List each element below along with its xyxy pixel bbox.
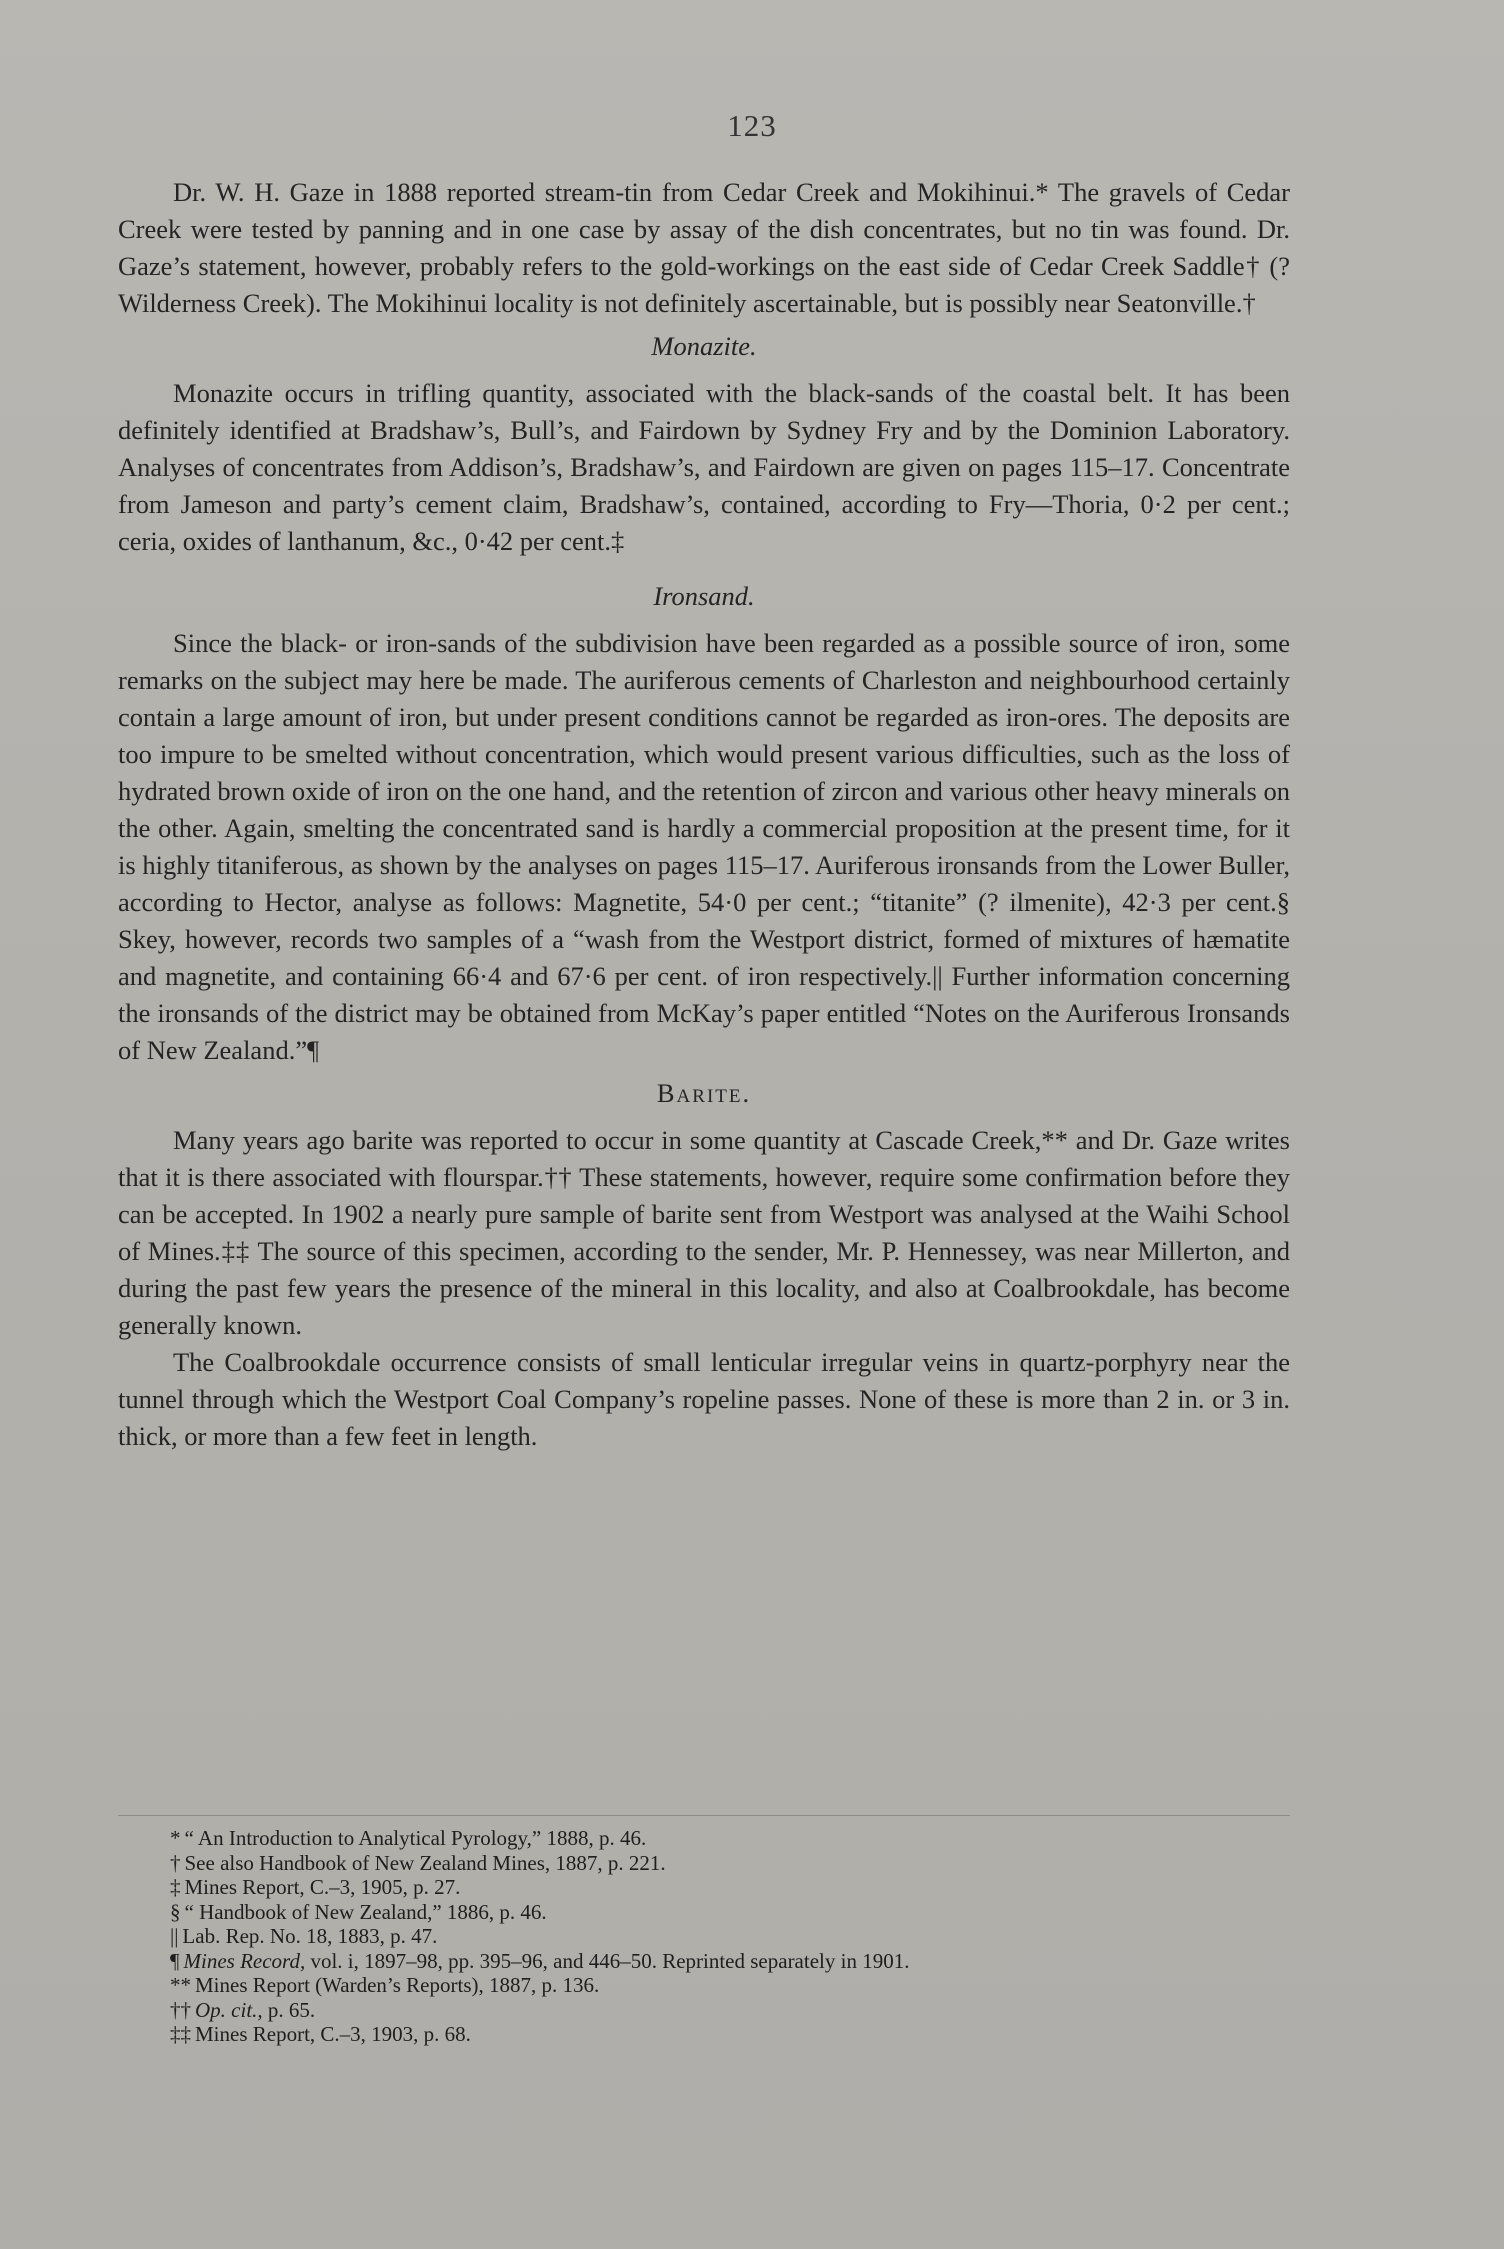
footnote-title-italic: Mines Record,	[183, 1948, 306, 1973]
footnote-mark: ¶	[170, 1948, 180, 1973]
footnote	[170, 1949, 1290, 1974]
footnote	[170, 1875, 1290, 1900]
footnote	[170, 2022, 1290, 2047]
paragraph: Many years ago barite was reported to occur in some quantity at Cascade Creek,** and Dr. Gaze writes that it is there associated with flourspar.†† These statements, however, require some confirmation before they can be accepted. In 1902 a nearly pure sample of barite sent from Westport was analysed at the Waihi School of Mines.‡‡ The source of this specimen, according to the sender, Mr. P. Hennessey, was near Millerton, and during the past few years the presence of the mineral in this locality, and also at Coalbrookdale, has become generally known.	[118, 1125, 1290, 1340]
paragraph: The Coalbrookdale occurrence consists of small lenticular irregular veins in quartz-porphyry near the tunnel through which the Westport Coal Company’s ropeline passes. None of these is more than 2 in. or 3 in. thick, or more than a few feet in length.	[118, 1347, 1290, 1451]
footnote-text: “ Handbook of New Zealand,” 1886, p. 46.	[184, 1899, 547, 1924]
footnote-text: p. 65.	[262, 1997, 316, 2022]
footnote	[170, 1998, 1290, 2023]
footnote-text: Mines Report, C.–3, 1905, p. 27.	[184, 1875, 461, 1899]
footnote-mark: ‡‡	[170, 2022, 191, 2046]
section-heading: Barite.	[656, 1078, 752, 1108]
footnote-mark: *	[170, 1826, 181, 1850]
footnote-title-italic: Op. cit.,	[195, 1997, 263, 2022]
section-heading: Ironsand.	[653, 581, 755, 611]
footnotes-section	[118, 1815, 1290, 2047]
page-number: 123	[727, 108, 777, 143]
footnote-mark: ††	[170, 1997, 191, 2022]
footnote	[170, 1973, 1290, 1998]
footnote	[170, 1900, 1290, 1925]
footnote-divider	[118, 1815, 1290, 1816]
footnote-text: Mines Report (Warden’s Reports), 1887, p. 136.	[195, 1973, 600, 1997]
footnote-text: vol. i, 1897–98, pp. 395–96, and 446–50. Reprinted separately in 1901.	[305, 1948, 910, 1973]
footnote-mark: ‡	[170, 1875, 181, 1899]
footnote-mark: §	[170, 1899, 181, 1924]
footnote-mark: †	[170, 1850, 181, 1875]
paragraph: Monazite occurs in trifling quantity, associated with the black-sands of the coastal belt. It has been definitely identified at Bradshaw’s, Bull’s, and Fairdown by Sydney Fry and by the Dominion Laboratory. Analyses of concentrates from Addison’s, Bradshaw’s, and Fairdown are given on pages 115–17. Concentrate from Jameson and party’s cement claim, Bradshaw’s, contained, according to Fry—Thoria, 0·2 per cent.; ceria, oxides of lanthanum, &c., 0·42 per cent.‡	[118, 378, 1290, 556]
section-ironsand	[118, 578, 1290, 1069]
footnote-text: Mines Report, C.–3, 1903, p. 68.	[195, 2022, 471, 2046]
footnote	[170, 1851, 1290, 1876]
body-text	[118, 174, 1290, 1455]
footnote	[170, 1826, 1290, 1851]
section-stream-tin	[118, 174, 1290, 322]
footnote-text: See also Handbook of New Zealand Mines, 1887, p. 221.	[184, 1850, 666, 1875]
section-barite	[118, 1075, 1290, 1455]
paragraph: Dr. W. H. Gaze in 1888 reported stream-tin from Cedar Creek and Mokihinui.* The gravels of Cedar Creek were tested by panning and in one case by assay of the dish concentrates, but no tin was found. Dr. Gaze’s statement, however, probably refers to the gold-workings on the east side of Cedar Creek Saddle† (? Wilderness Creek). The Mokihinui locality is not definitely ascertainable, but is possibly near Seatonville.†	[118, 177, 1290, 318]
footnotes-list	[118, 1826, 1290, 2047]
section-heading: Monazite.	[651, 331, 757, 361]
footnote-text: “ An Introduction to Analytical Pyrology,” 1888, p. 46.	[184, 1826, 647, 1850]
footnote-mark: ||	[170, 1924, 179, 1948]
footnote-mark: **	[170, 1973, 191, 1997]
paragraph: Since the black- or iron-sands of the subdivision have been regarded as a possible source of iron, some remarks on the subject may here be made. The auriferous cements of Charleston and neighbourhood certainly contain a large amount of iron, but under present conditions cannot be regarded as iron-ores. The deposits are too impure to be smelted without concentration, which would present various difficulties, such as the loss of hydrated brown oxide of iron on the one hand, and the retention of zircon and various other heavy minerals on the other. Again, smelting the concentrated sand is hardly a commercial proposition at the present time, for it is highly titaniferous, as shown by the analyses on pages 115–17. Auriferous ironsands from the Lower Buller, according to Hector, analyse as follows: Magnetite, 54·0 per cent.; “titanite” (? ilmenite), 42·3 per cent.§ Skey, however, records two samples of a “wash from the Westport district, formed of mixtures of hæmatite and magnetite, and containing 66·4 and 67·6 per cent. of iron respectively.|| Further information concerning the ironsands of the district may be obtained from McKay’s paper entitled “Notes on the Auriferous Ironsands of New Zealand.”¶	[118, 628, 1290, 1065]
footnote	[170, 1924, 1290, 1949]
footnote-text: Lab. Rep. No. 18, 1883, p. 47.	[182, 1924, 438, 1948]
section-monazite	[118, 328, 1290, 560]
